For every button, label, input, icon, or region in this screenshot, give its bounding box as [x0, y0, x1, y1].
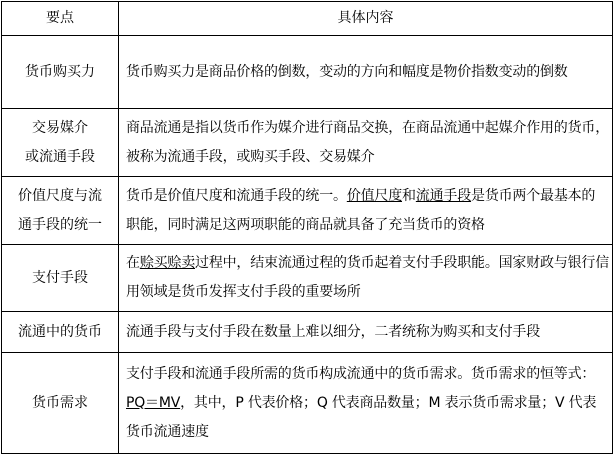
table-row [2, 36, 613, 109]
content-text: 和 [402, 187, 416, 204]
row-content [119, 177, 613, 245]
row-key [2, 109, 119, 177]
row-key [2, 177, 119, 245]
content-text: 是货币两个最基本的职能，同时满足这两项职能的商品就具备了充当货币的资格 [126, 187, 596, 233]
underlined-term: 流通手段 [415, 187, 472, 204]
row-key: 流通中的货币 [2, 312, 119, 353]
row-key-line: 或流通手段 [25, 148, 95, 165]
row-content: 货币购买力是商品价格的倒数，变动的方向和幅度是物价指数变动的倒数 [119, 36, 613, 109]
row-content: 商品流通是指以货币作为媒介进行商品交换，在商品流通中起媒介作用的货币，被称为流通手段，或购买手段、交易媒介 [119, 109, 613, 177]
underlined-term: 价值尺度 [346, 187, 403, 204]
knowledge-table [1, 1, 613, 454]
row-key: 货币购买力 [2, 36, 119, 109]
row-key-line: 价值尺度与流 [18, 187, 102, 204]
header-key-points: 要点 [2, 2, 119, 36]
row-key-line: 交易媒介 [32, 119, 88, 136]
row-content [119, 353, 613, 454]
row-key: 货币需求 [2, 353, 119, 454]
content-text: 货币是价值尺度和流通手段的统一。 [126, 187, 347, 204]
content-text: 支付手段和流通手段所需的货币构成流通中的货币需求。货币需求的恒等式： [126, 365, 596, 382]
table-row [2, 109, 613, 177]
content-text: ，其中，P 代表价格；Q 代表商品数量；M 表示货币需求量；V 代表货币流通速度 [126, 394, 597, 440]
table-row [2, 312, 613, 353]
row-key: 支付手段 [2, 245, 119, 312]
row-key-line: 通手段的统一 [18, 216, 102, 233]
underlined-formula: PQ＝MV [126, 394, 181, 411]
row-content [119, 245, 613, 312]
row-content: 流通手段与支付手段在数量上难以细分，二者统称为购买和支付手段 [119, 312, 613, 353]
header-details: 具体内容 [119, 2, 613, 36]
table-row [2, 353, 613, 454]
underlined-term: 赊买赊卖 [139, 255, 196, 271]
table-row [2, 177, 613, 245]
content-text: 过程中，结束流通过程的货币起着支付手段职能。国家财政与银行信用领域是货币发挥支付手段的重要场所 [126, 255, 610, 300]
table-row [2, 245, 613, 312]
content-text: 在 [126, 255, 140, 271]
table-header-row [2, 2, 613, 36]
